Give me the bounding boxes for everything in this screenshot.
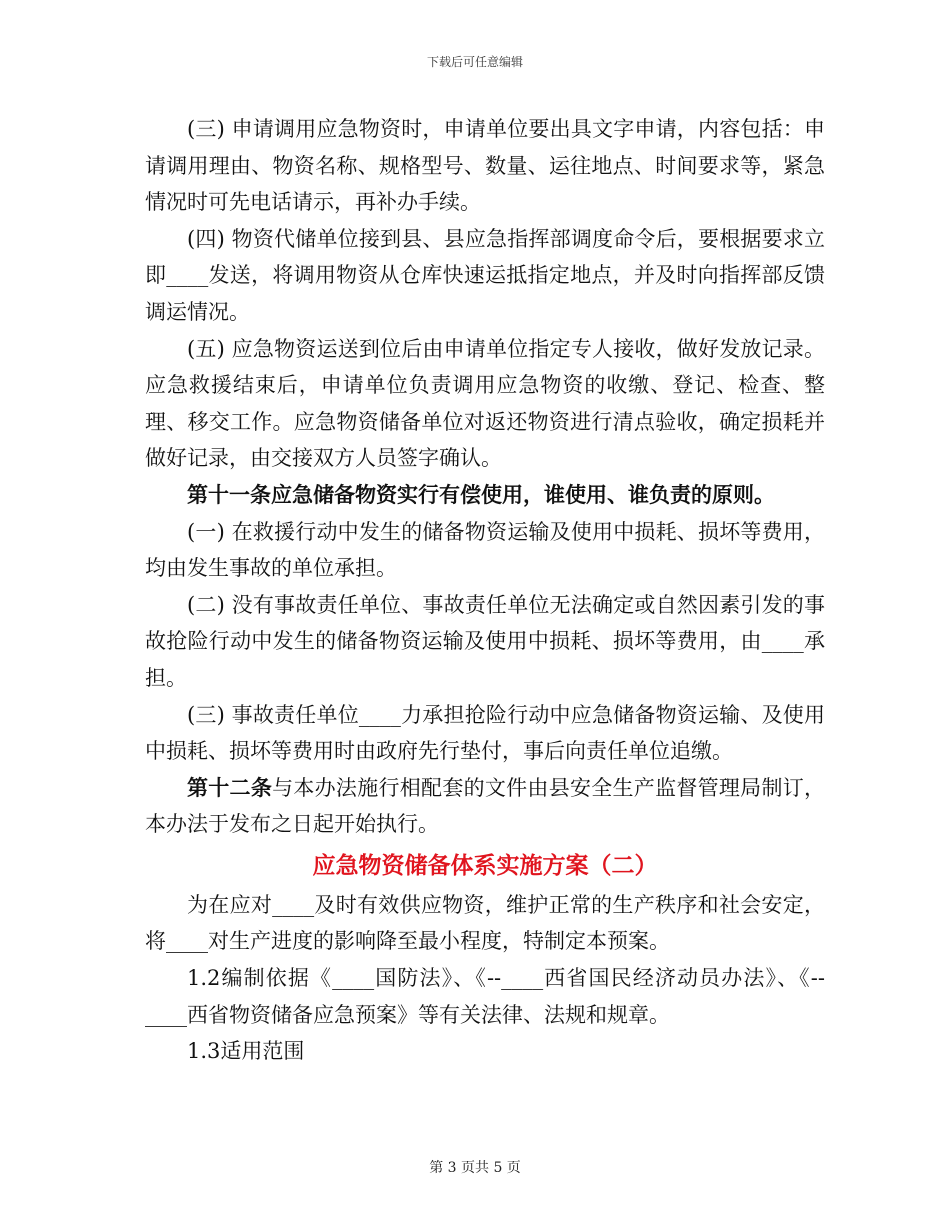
paragraph-apply-request: (三) 申请调用应急物资时，申请单位要出具文字申请，内容包括：申请调用理由、物资名称、规格型号、数量、运往地点、时间要求等，紧急情况时可先电话请示，再补办手续。 xyxy=(145,117,825,215)
article-eleven-heading: 第十一条应急储备物资实行有偿使用，谁使用、谁负责的原则。 xyxy=(187,481,775,507)
paragraph-storage-dispatch: (四) 物资代储单位接到县、县应急指挥部调度命令后，要根据要求立即____发送，将调用物资从仓库快速运抵指定地点，并及时向指挥部反馈调运情况。 xyxy=(145,226,825,324)
article-twelve-text: 与本办法施行相配套的文件由县安全生产监督管理局制订，本办法于发布之日起开始执行。 xyxy=(145,775,826,837)
paragraph-scope: 1.3适用范围 xyxy=(187,1039,305,1064)
page-header: 下载后可任意编辑 xyxy=(426,55,523,69)
paragraph-cost-accident-unit: (一) 在救援行动中发生的储备物资运输及使用中损耗、损坏等费用，均由发生事故的单位承担。 xyxy=(145,519,825,581)
paragraph-purpose: 为在应对____及时有效供应物资，维护正常的生产秩序和社会安定，将____对生产进度的影响降至最小程度，特制定本预案。 xyxy=(145,892,825,954)
paragraph-basis: 1.2编制依据《____国防法》、《--____西省国民经济动员办法》、《--____西省物资储备应急预案》等有关法律、法规和规章。 xyxy=(145,966,825,1027)
paragraph-cost-no-liability: (二) 没有事故责任单位、事故责任单位无法确定或自然因素引发的事故抢险行动中发生的储备物资运输及使用中损耗、损坏等费用，由____承担。 xyxy=(145,592,825,690)
section-title: 应急物资储备体系实施方案（二） xyxy=(312,851,658,879)
page-footer: 第 3 页共 5 页 xyxy=(429,1160,521,1176)
article-twelve-label: 第十二条 xyxy=(187,774,273,800)
article-twelve-paragraph xyxy=(145,770,825,843)
paragraph-cost-government-advance: (三) 事故责任单位____力承担抢险行动中应急储备物资运输、及使用中损耗、损坏等费用时由政府先行垫付，事后向责任单位追缴。 xyxy=(145,702,825,764)
paragraph-delivery-receipt: (五) 应急物资运送到位后由申请单位指定专人接收，做好发放记录。应急救援结束后，申请单位负责调用应急物资的收缴、登记、检查、整理、移交工作。应急物资储备单位对返还物资进行清点验收，确定损耗并做好记录，由交接双方人员签字确认。 xyxy=(145,336,825,471)
document-body xyxy=(145,111,825,1070)
